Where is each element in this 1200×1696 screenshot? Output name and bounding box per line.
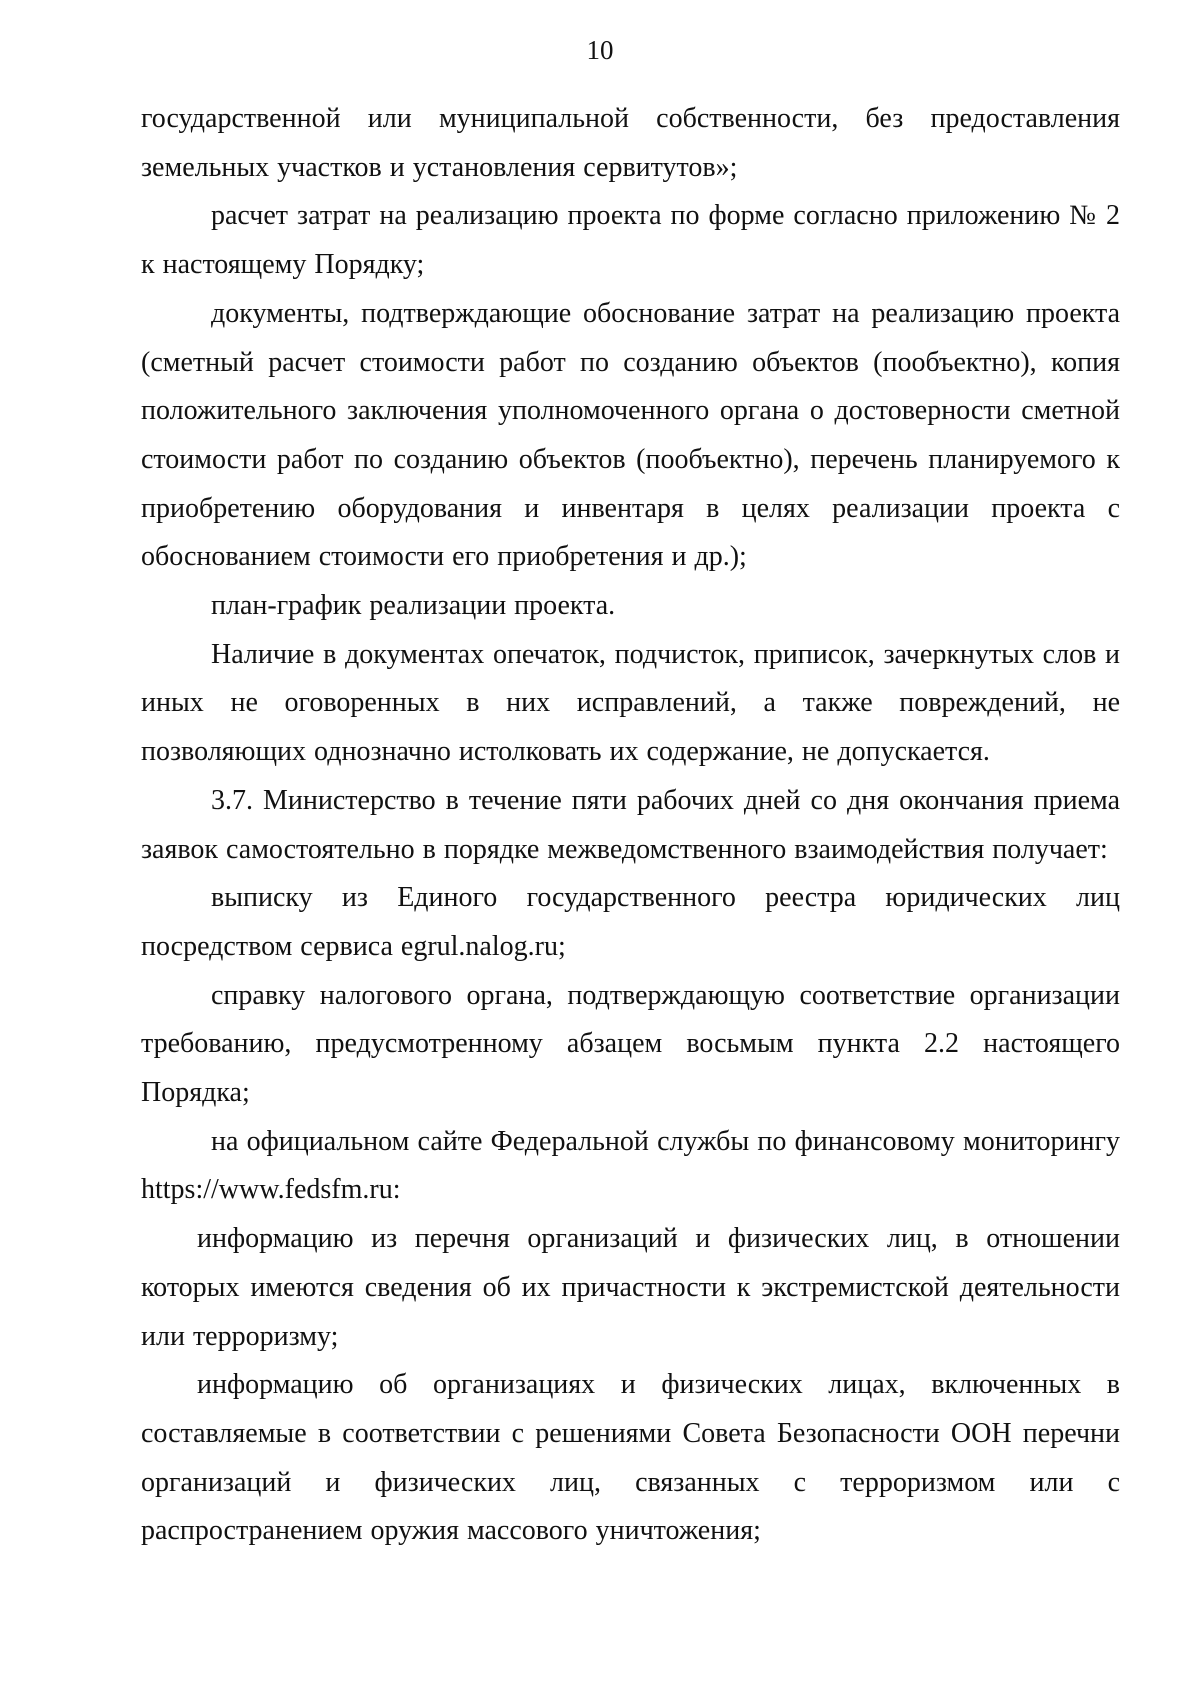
paragraph-section-3-7: 3.7. Министерство в течение пяти рабочих дней со дня окончания приема заявок самостоятельно в порядке межведомственного взаимодействия получает: [141,784,1120,865]
paragraph-extremism-list: информацию из перечня организаций и физических лиц, в отношении которых имеются сведения об их причастности к экстремистской деятельности или терроризму; [141,1223,1120,1352]
page-number: 10 [586,35,614,65]
paragraph-continuation: государственной или муниципальной собственности, без предоставления земельных участков и установления сервитутов»; [141,103,1120,183]
document-body [141,95,1120,1556]
paragraph-un-sanctions-list: информацию об организациях и физических лицах, включенных в составляемые в соответствии с решениями Совета Безопасности ООН перечни организаций и физических лиц, связанных с терроризмом или с распространением оружия массового уничтожения; [141,1369,1120,1547]
paragraph-egrul-extract: выписку из Единого государственного реестра юридических лиц посредством сервиса egrul.nalog.ru; [141,882,1120,962]
paragraph-document-errors: Наличие в документах опечаток, подчисток, приписок, зачеркнутых слов и иных не оговоренных в них исправлений, а также повреждений, не позволяющих однозначно истолковать их содержание, не допускается. [141,638,1120,768]
paragraph-schedule: план-график реализации проекта. [211,590,616,622]
paragraph-cost-justification: документы, подтверждающие обоснование затрат на реализацию проекта (сметный расчет стоимости работ по созданию объектов (пообъектно), копия положительного заключения уполномоченного органа о достоверности сметной стоимости работ по созданию объектов (пообъектно), перечень планируемого к приобретению оборудования и инвентаря в целях реализации проекта с обоснованием стоимости его приобретения и др.); [141,297,1120,573]
paragraph-fedsfm-site: на официальном сайте Федеральной службы по финансовому мониторингу https://www.fedsfm.ru: [141,1125,1120,1206]
paragraph-cost-calculation: расчет затрат на реализацию проекта по форме согласно приложению № 2 к настоящему Порядку; [141,200,1120,281]
paragraph-tax-certificate: справку налогового органа, подтверждающую соответствие организации требованию, предусмотренному абзацем восьмым пункта 2.2 настоящего Порядка; [141,979,1120,1109]
